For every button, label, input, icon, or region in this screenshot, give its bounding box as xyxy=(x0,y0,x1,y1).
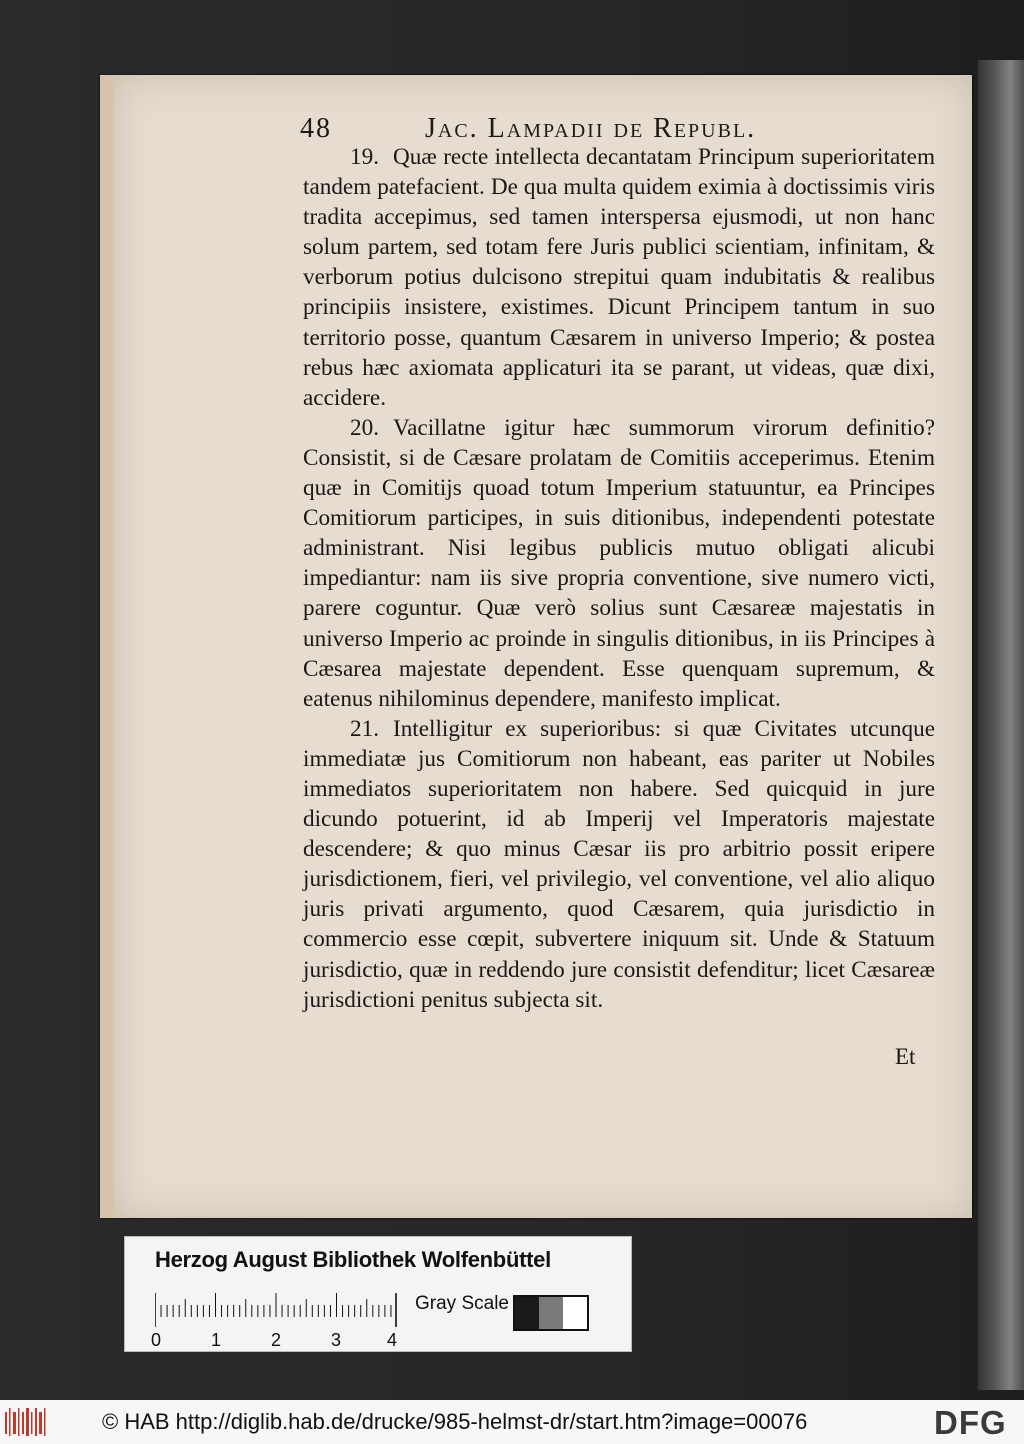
paragraph-number: 19. xyxy=(350,144,379,170)
barcode-icon xyxy=(4,1406,48,1438)
ruler-scale xyxy=(155,1291,400,1331)
paragraph-text: Intelligitur ex superioribus: si quæ Civitates utcunque immediatæ jus Comitiorum non habeant, eas pariter ut Nobiles immediatos superioritatem non habere. Sed quicquid in jure dicundo potuerint, id ab Imperij vel Imperatoris majestate descendere; & quo minus Cæsar iis pro arbitrio possit eripere jurisdictionem, fieri, vel privilegio, vel conventione, vel alio aliquo juris privati argumento, quod Cæsarem, quia jurisdictio in commercio esse cœpit, subvertere iniquum sit. Unde & Statuum jurisdictio, quæ in reddendo jure consistit defenditur; licet Cæsareæ jurisdictioni penitus subjecta sit. xyxy=(303,715,935,1013)
gray-swatch-dark xyxy=(515,1297,539,1329)
gray-swatch-light xyxy=(563,1297,587,1329)
ruler-label-2: 2 xyxy=(271,1330,282,1350)
dfg-logo: DFG xyxy=(934,1404,1007,1441)
body-text xyxy=(303,142,935,1015)
paragraph-number: 21. xyxy=(350,715,379,742)
running-head-title: Jac. Lampadii de Republ. xyxy=(425,113,757,144)
book-edge xyxy=(978,60,1024,1390)
catchword: Et xyxy=(895,1044,916,1069)
paragraph-21 xyxy=(303,714,935,1015)
gray-swatch-mid xyxy=(539,1297,563,1329)
library-title: Herzog August Bibliothek Wolfenbüttel xyxy=(155,1247,551,1272)
ruler-label-4: 4 xyxy=(387,1330,398,1350)
paragraph-number: 20. xyxy=(350,414,379,441)
gray-scale-label: Gray Scale xyxy=(415,1293,509,1314)
ruler-label-1: 1 xyxy=(211,1330,222,1350)
paragraph-text: Vacillatne igitur hæc summorum virorum definitio? Consistit, si de Cæsare prolatam de Comitiis acceperimus. Etenim quæ in Comitijs quoad totum Imperium statuuntur, ea Principes Comitiorum participes, in suis ditionibus, independenti potestate administrant. Nisi legibus publicis mutuo obligati alicubi impediantur: nam iis sive propria conventione, sive numero victi, parere coguntur. Quæ verò solius sunt Cæsareæ majestatis in universo Imperio ac proinde in singulis ditionibus, in iis Principes à Cæsarea majestate dependent. Esse quenquam supremum, & eatenus nihilominus dependere, manifesto implicat. xyxy=(303,414,935,712)
ruler-label-0: 0 xyxy=(151,1330,162,1350)
paragraph-20 xyxy=(303,413,935,714)
paragraph-text: Quæ recte intellecta decantatam Principum superioritatem tandem patefacient. De qua multa quidem eximia à doctissimis viris tradita accepimus, sed tamen interspersa ejusmodi, ut non hanc solum partem, sed totam fere Juris publici scientiam, infinitam, & verborum potius dulcisono strepitui quam indubitatis & realibus principiis insistere, existimes. Dicunt Principem tantum in suo territorio posse, quantum Cæsarem in universo Imperio; & postea rebus hæc axiomata applicaturi ita se parant, ut videas, quæ dixi, accidere. xyxy=(303,144,935,411)
page-number: 48 xyxy=(300,113,332,144)
calibration-card xyxy=(124,1236,632,1352)
ruler-label-3: 3 xyxy=(331,1330,342,1350)
gray-scale-swatches xyxy=(513,1295,589,1331)
paragraph-19 xyxy=(303,142,935,413)
footer-bar xyxy=(0,1400,1024,1444)
copyright-url[interactable]: © HAB http://diglib.hab.de/drucke/985-helmst-dr/start.htm?image=00076 xyxy=(102,1409,808,1434)
